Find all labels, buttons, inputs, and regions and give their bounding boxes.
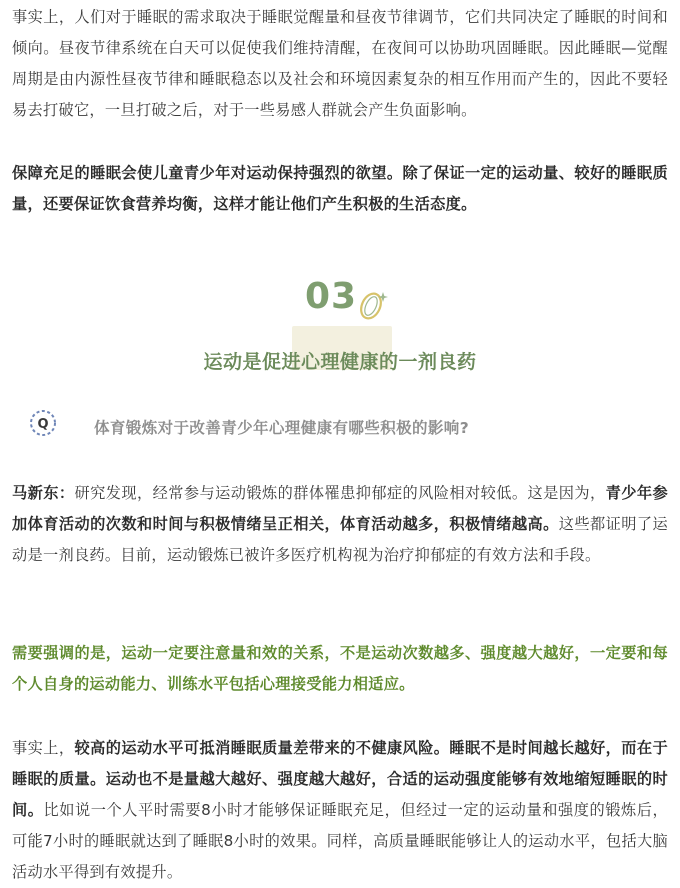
answer-text-conclusion: 这些都证明了运动是一剂良药。目前，运动锻炼已被许多医疗机构视为治疗抑郁症的有效方法和手段。: [12, 515, 669, 564]
svg-text:Q: Q: [37, 417, 49, 432]
paragraph-circadian: 事实上，人们对于睡眠的需求取决于睡眠觉醒量和昼夜节律调节，它们共同决定了睡眠的时间和倾向。昼夜节律系统在白天可以促使我们维持清醒，在夜间可以协助巩固睡眠。因此睡眠—觉醒周期是由内源性昼夜节律和睡眠稳态以及社会和环境因素复杂的相互作用而产生的，因此不要轻易去打破它，一旦打破之后，对于一些易感人群就会产生负面影响。: [12, 8, 668, 119]
section-number: 03: [305, 276, 358, 317]
speaker-name: 马新东：: [12, 484, 75, 502]
sleep-exercise-example: 比如说一个人平时需要8小时才能够保证睡眠充足，但经过一定的运动量和强度的锻炼后，可能7小时的睡眠就达到了睡眠8小时的效果。同样，高质量睡眠能够让人的运动水平，包括大脑活动水平得到有效提升。: [12, 801, 668, 881]
section-header: [0, 268, 680, 378]
section-title: 运动是促进心理健康的一剂良药: [203, 351, 477, 373]
question-row: [28, 408, 668, 442]
question-text: 体育锻炼对于改善青少年心理健康有哪些积极的影响?: [94, 419, 470, 437]
paragraph-emphasis-green: 需要强调的是，运动一定要注意量和效的关系，不是运动次数越多、强度越大越好，一定要和每个人自身的运动能力、训练水平包括心理接受能力相适应。: [12, 644, 668, 693]
paragraph-sleep-exercise: [12, 733, 668, 888]
answer-text-emphasis: 青少年参加体育活动的次数和时间与积极情绪呈正相关，体育活动越多，积极情绪越高。: [12, 484, 669, 533]
paragraph-sleep-benefits: 保障充足的睡眠会使儿童青少年对运动保持强烈的欲望。除了保证一定的运动量、较好的睡眠质量，还要保证饮食营养均衡，这样才能让他们产生积极的生活态度。: [12, 164, 668, 213]
sleep-exercise-intro: 事实上，: [12, 739, 75, 757]
question-q-icon: [28, 408, 58, 438]
ring-decoration-icon: [355, 286, 391, 322]
paragraph-answer: [12, 478, 668, 571]
sleep-exercise-emphasis: 较高的运动水平可抵消睡眠质量差带来的不健康风险。睡眠不是时间越长越好，而在于睡眠的质量。运动也不是量越大越好、强度越大越好，合适的运动强度能够有效地缩短睡眠的时间。: [12, 739, 669, 819]
answer-text-intro: 研究发现，经常参与运动锻炼的群体罹患抑郁症的风险相对较低。这是因为，: [74, 484, 606, 502]
